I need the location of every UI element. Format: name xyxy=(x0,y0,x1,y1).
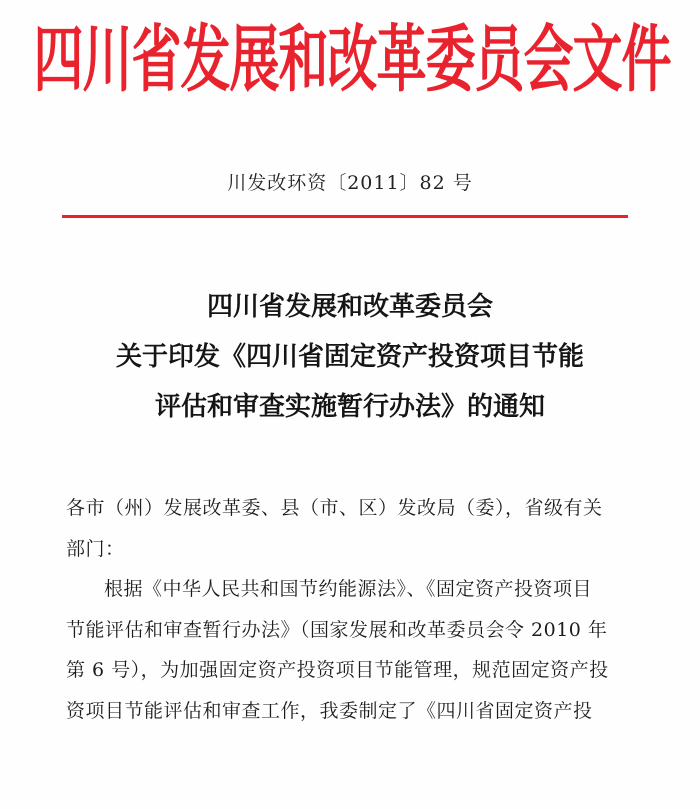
paragraph-line: 第 6 号），为加强固定资产投资项目节能管理，规范固定资产投 xyxy=(66,659,609,681)
title-line: 关于印发《四川省固定资产投资项目节能 xyxy=(115,342,584,372)
salutation-line: 各市（州）发展改革委、县（市、区）发改局（委），省级有关 xyxy=(66,497,603,519)
body-text xyxy=(66,488,646,731)
title-line: 四川省发展和改革委员会 xyxy=(206,292,493,322)
paragraph-line: 根据《中华人民共和国节约能源法》、《固定资产投资项目 xyxy=(104,578,593,600)
salutation-line: 部门： xyxy=(66,537,125,560)
title-line: 评估和审查实施暂行办法》的通知 xyxy=(154,392,545,422)
paragraph-line: 节能评估和审查暂行办法》（国家发展和改革委员会令 2010 年 xyxy=(66,618,608,641)
paragraph-line: 资项目节能评估和审查工作，我委制定了《四川省固定资产投 xyxy=(66,699,593,722)
notice-title xyxy=(0,282,700,432)
masthead-title: 四川省发展和改革委员会文件 xyxy=(33,16,671,102)
document-number: 川发改环资〔2011〕82 号 xyxy=(227,172,473,194)
red-divider-line xyxy=(62,215,628,218)
